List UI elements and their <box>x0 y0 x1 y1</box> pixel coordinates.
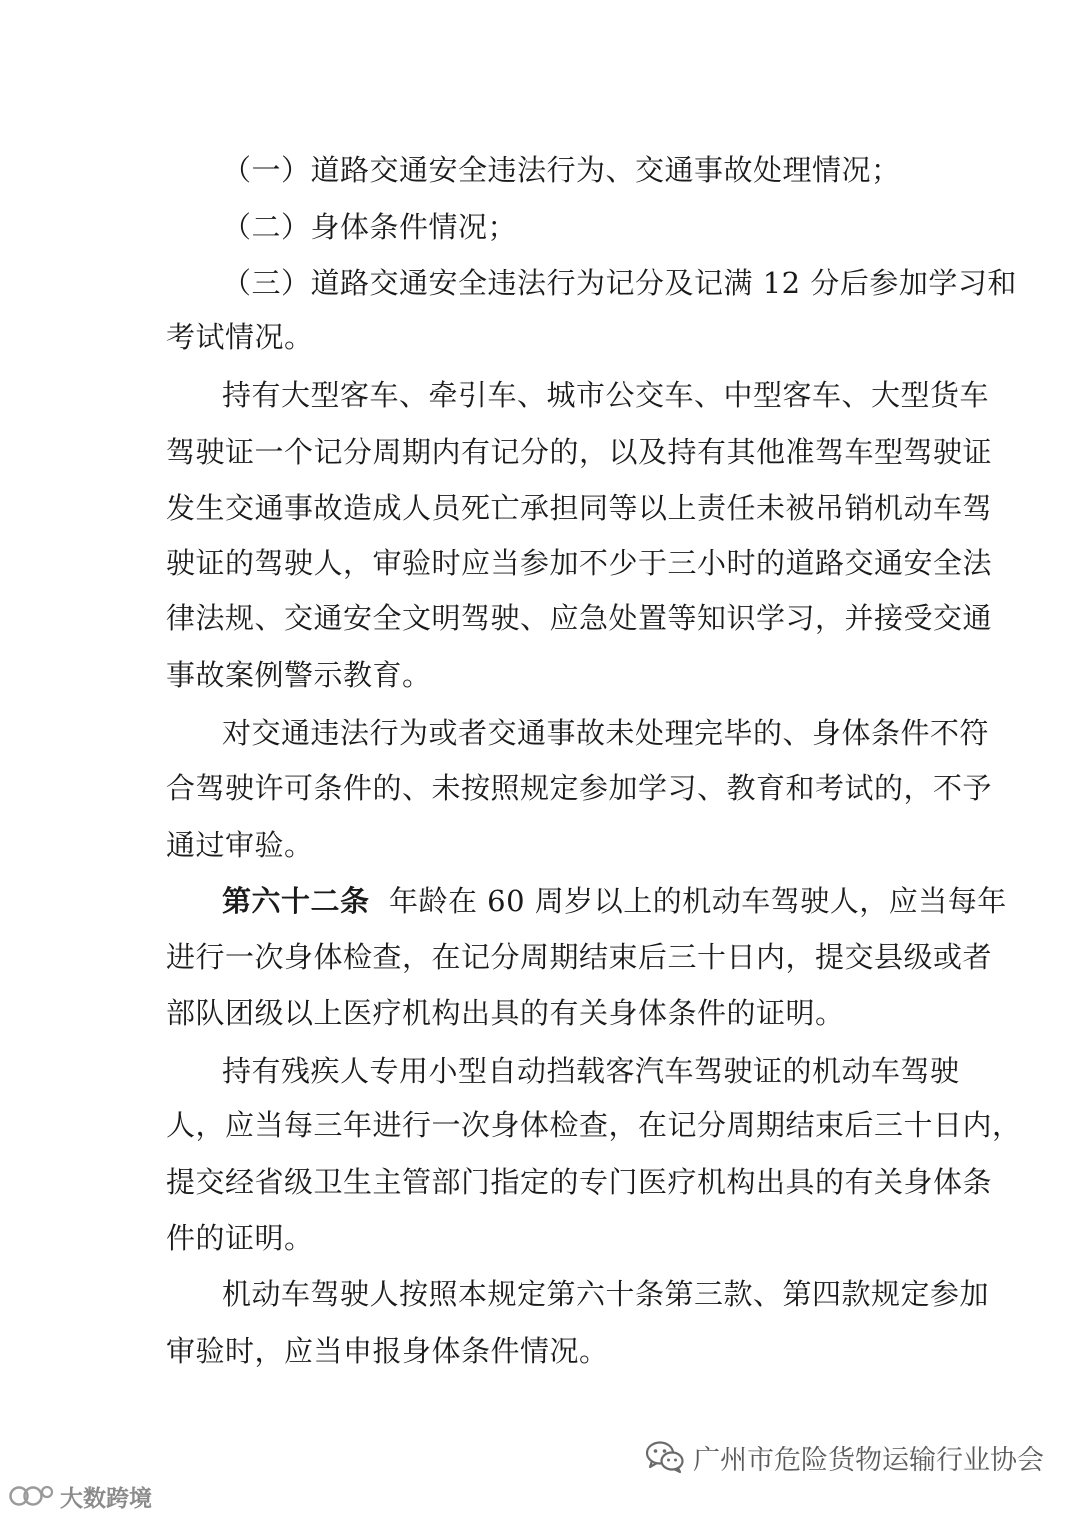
watermark-site-text: 大数跨境 <box>60 1485 152 1512</box>
text-line-4: 考试情况。 <box>166 320 314 354</box>
text-line-13: 通过审验。 <box>166 828 314 862</box>
text-line-1: （一）道路交通安全违法行为、交通事故处理情况； <box>222 153 901 187</box>
text-line-11: 对交通违法行为或者交通事故未处理完毕的、身体条件不符 <box>222 716 990 750</box>
text-line-16: 部队团级以上医疗机构出具的有关身体条件的证明。 <box>166 996 845 1030</box>
logo-icon <box>8 1481 54 1511</box>
wechat-icon <box>645 1440 685 1474</box>
text-line-17: 持有残疾人专用小型自动挡载客汽车驾驶证的机动车驾驶 <box>222 1054 960 1088</box>
text-line-9: 律法规、交通安全文明驾驶、应急处置等知识学习，并接受交通 <box>166 601 993 635</box>
text-line-7: 发生交通事故造成人员死亡承担同等以上责任未被吊销机动车驾 <box>166 491 993 525</box>
text-line-2: （二）身体条件情况； <box>222 210 518 244</box>
text-line-21: 机动车驾驶人按照本规定第六十条第三款、第四款规定参加 <box>222 1277 990 1311</box>
text-line-8: 驶证的驾驶人，审验时应当参加不少于三小时的道路交通安全法 <box>166 546 993 580</box>
text-line-5: 持有大型客车、牵引车、城市公交车、中型客车、大型货车 <box>222 378 990 412</box>
text-line-10: 事故案例警示教育。 <box>166 658 432 692</box>
text-line-20: 件的证明。 <box>166 1221 314 1255</box>
text-line-3: （三）道路交通安全违法行为记分及记满 12 分后参加学习和 <box>222 266 1017 300</box>
text-line-18: 人，应当每三年进行一次身体检查，在记分周期结束后三十日内， <box>166 1108 1022 1142</box>
text-line-12: 合驾驶许可条件的、未按照规定参加学习、教育和考试的，不予 <box>166 771 993 805</box>
watermark-site <box>8 1476 152 1516</box>
watermark-wechat <box>645 1437 1044 1477</box>
text-line-19: 提交经省级卫生主管部门指定的专门医疗机构出具的有关身体条 <box>166 1165 993 1199</box>
text-line-6: 驾驶证一个记分周期内有记分的，以及持有其他准驾车型驾驶证 <box>166 435 993 469</box>
text-line-22: 审验时，应当申报身体条件情况。 <box>166 1334 609 1368</box>
watermark-wechat-text: 广州市危险货物运输行业协会 <box>693 1444 1044 1476</box>
article-heading: 第六十二条 <box>222 884 370 918</box>
text-line-15: 进行一次身体检查，在记分周期结束后三十日内，提交县级或者 <box>166 940 993 974</box>
text-line-14: 第六十二条 年龄在 60 周岁以上的机动车驾驶人，应当每年 <box>222 884 1007 918</box>
